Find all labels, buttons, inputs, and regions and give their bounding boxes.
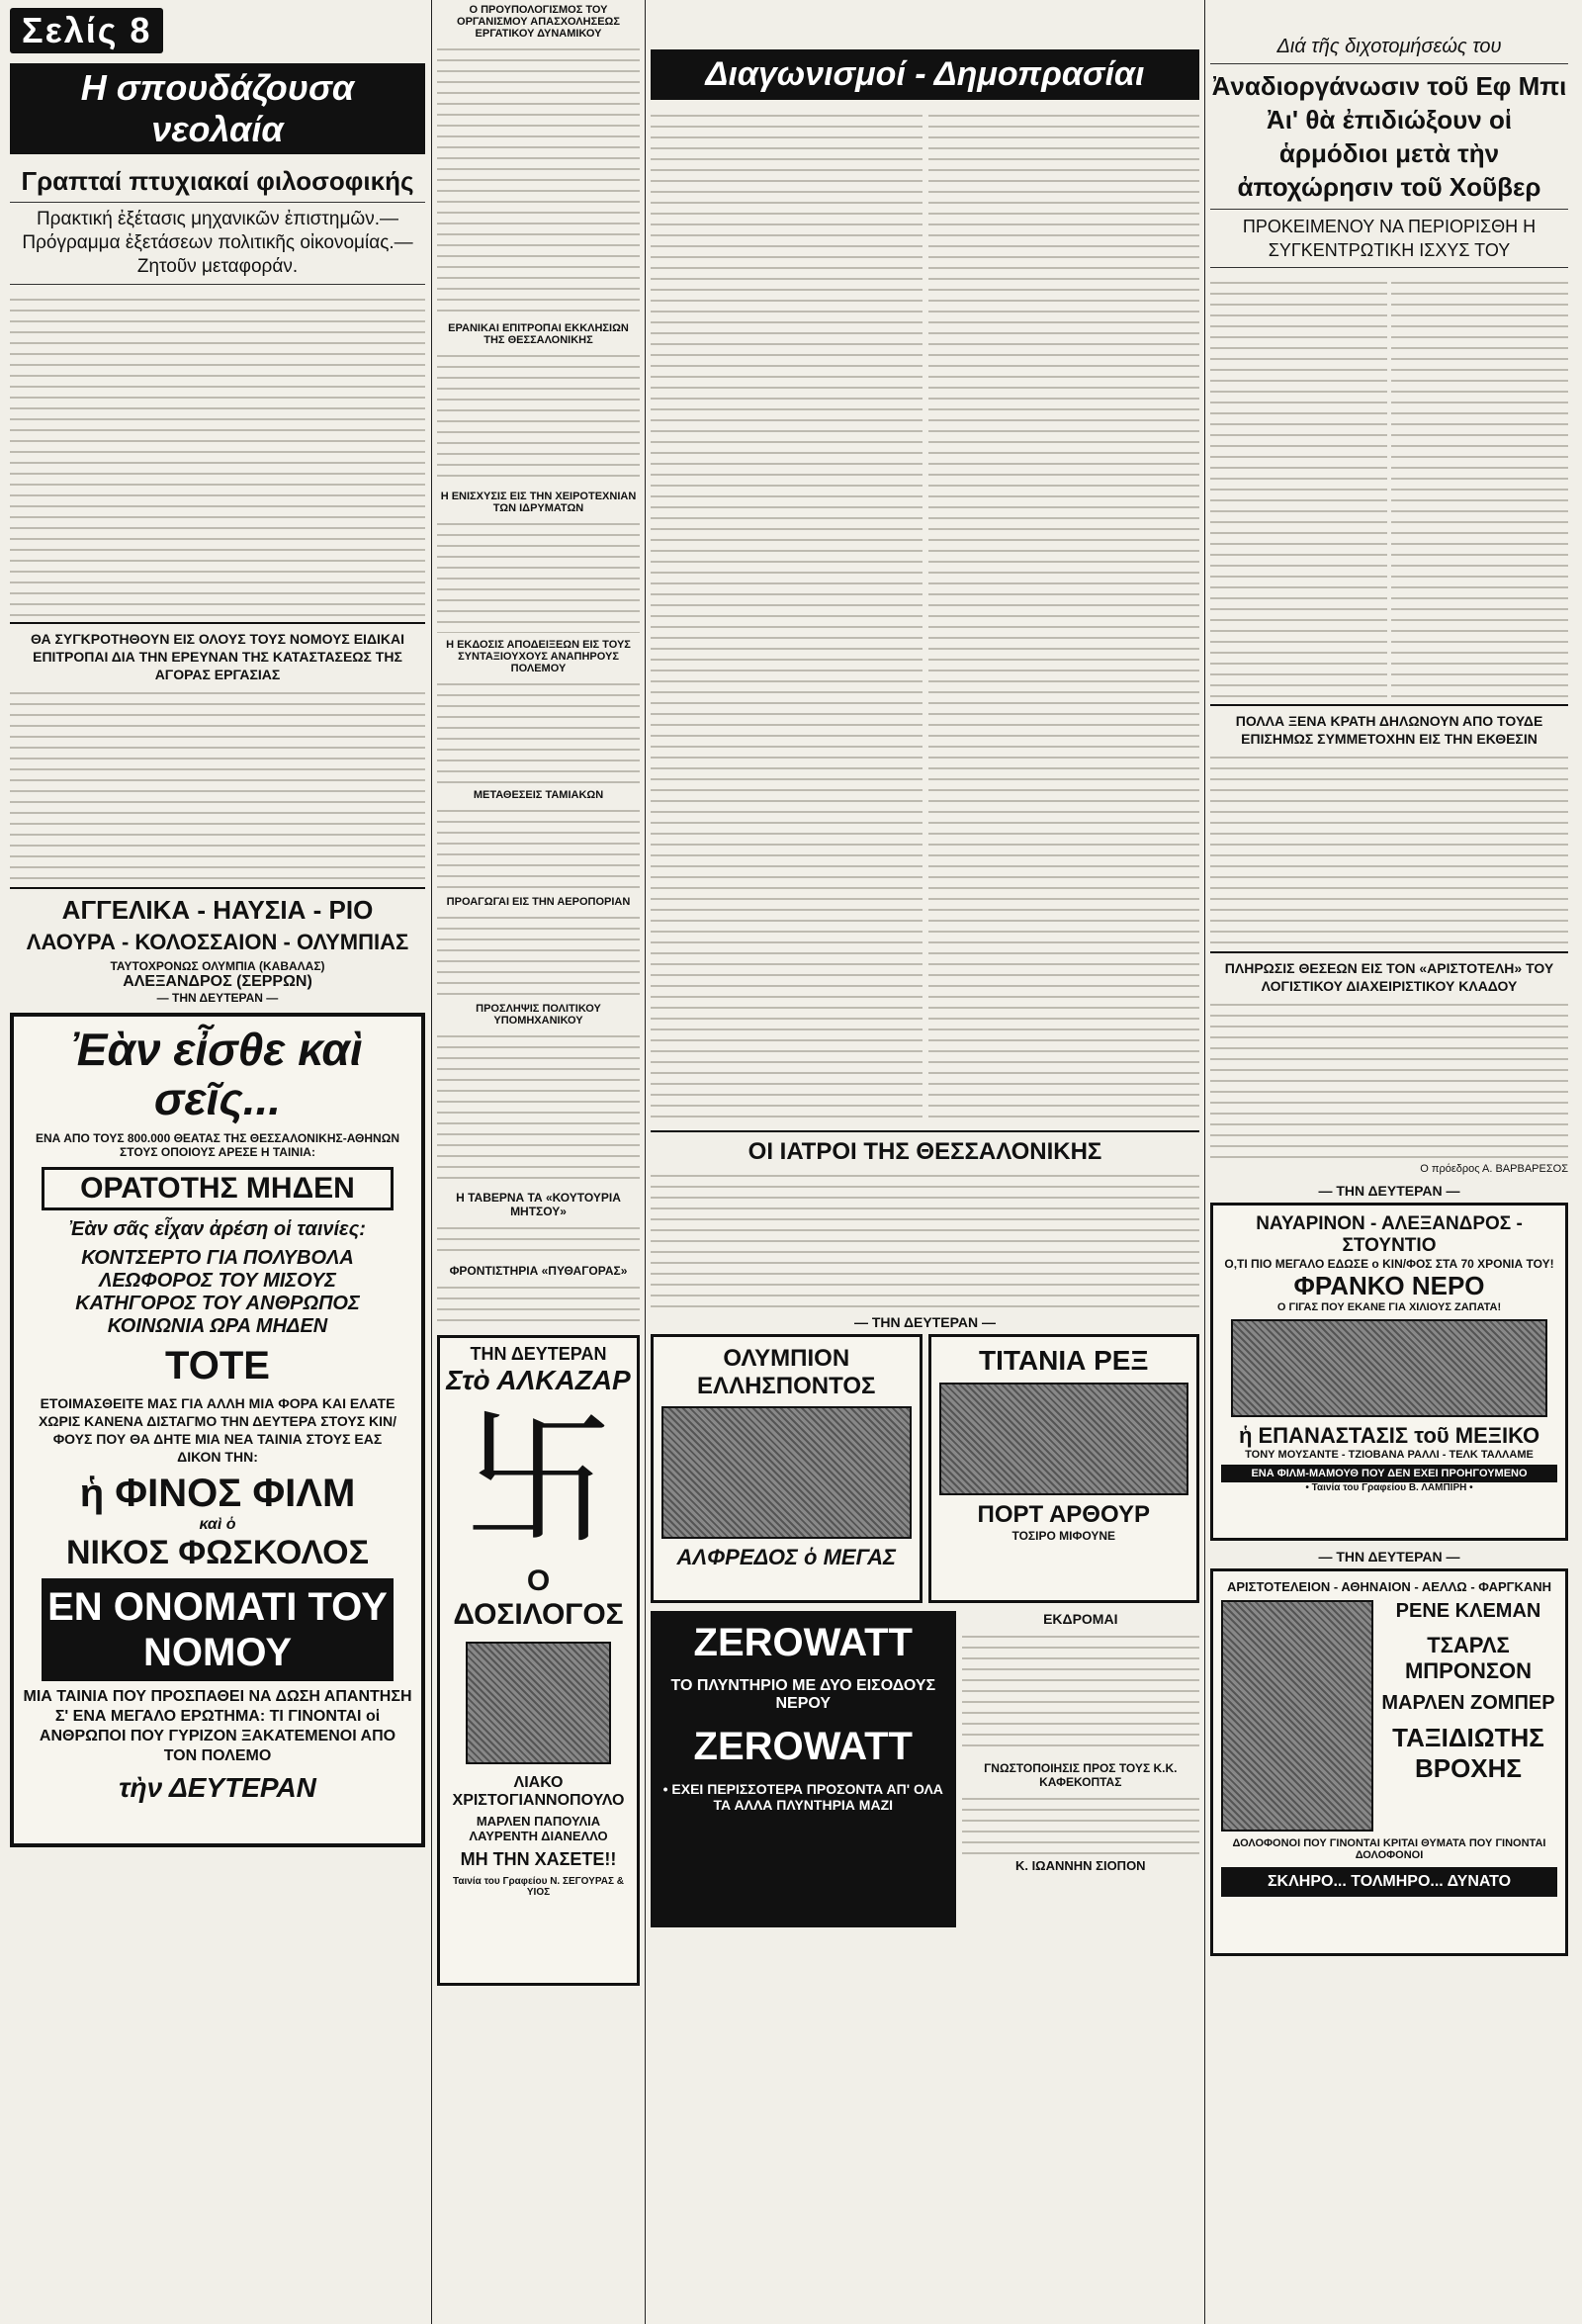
cinema-ad-line: ΑΛΕΞΑΝΔΡΟΣ (ΣΕΡΡΩΝ): [123, 973, 312, 990]
cinema1-title: ΝΑΥΑΡΙΝΟΝ - ΑΛΕΞΑΝΔΡΟΣ - ΣΤΟΥΝΤΙΟ: [1256, 1213, 1523, 1256]
kicker: Διά τῆς διχοτομήσεώς του: [1276, 36, 1502, 57]
doctors-list: [651, 1166, 1199, 1314]
cinema1-label: — ΤΗΝ ΔΕΥΤΕΡΑΝ —: [1318, 1183, 1460, 1199]
article-headline: ΠΡΟΣΛΗΨΙΣ ΠΟΛΙΤΙΚΟΥ ΥΠΟΜΗΧΑΝΙΚΟΥ: [476, 1003, 601, 1027]
cinema1-foot: • Ταινία του Γραφείου Β. ΛΑΜΠΙΡΗ •: [1305, 1482, 1473, 1493]
article-headline-3: ΠΛΗΡΩΣΙΣ ΘΕΣΕΩΝ ΕΙΣ ΤΟΝ «ΑΡΙΣΤΟΤΕΛΗ» ΤΟΥ ΛΟΓΙΣΤΙΚΟΥ ΔΙΑΧΕΙΡΙΣΤΙΚΟΥ ΚΛΑΔΟΥ: [1224, 960, 1554, 994]
cinema-ad-right: [928, 1334, 1200, 1603]
article-headline: ΜΕΤΑΘΕΣΕΙΣ ΤΑΜΙΑΚΩΝ: [473, 789, 604, 801]
cinema1-ad: [1210, 1203, 1568, 1541]
article-headline: Η ΕΚΔΟΣΙΣ ΑΠΟΔΕΙΞΕΩΝ ΕΙΣ ΤΟΥΣ ΣΥΝΤΑΞΙΟΥΧΟΥΣ ΑΝΑΠΗΡΟΥΣ ΠΟΛΕΜΟΥ: [446, 639, 631, 674]
film-title: ΕΝ ΟΝΟΜΑΤΙ ΤΟΥ ΝΟΜΟΥ: [42, 1578, 394, 1681]
cinema2-foot: ΣΚΛΗΡΟ... ΤΟΛΜΗΡΟ... ΔΥΝΑΤΟ: [1221, 1867, 1557, 1897]
auction-notices-col: [928, 106, 1200, 1124]
film-list-item: ΛΕΩΦΟΡΟΣ ΤΟΥ ΜΙΣΟΥΣ: [99, 1270, 336, 1292]
zerowatt-tagline: ΤΟ ΠΛΥΝΤΗΡΙΟ ΜΕ ΔΥΟ ΕΙΣΟΔΟΥΣ ΝΕΡΟΥ: [670, 1677, 936, 1712]
headline: Γραπταί πτυχιακαί φιλοσοφικής: [21, 166, 414, 196]
signature: Ο πρόεδρος Α. ΒΑΡΒΑΡΕΣΟΣ: [1420, 1163, 1568, 1175]
cinema1-cast: ΤΟΝΥ ΜΟΥΣΑΝΤΕ - ΤΖΙΟΒΑΝΑ ΡΑΛΛΙ - ΤΕΛΚ ΤΑΛΛΑΜΕ: [1245, 1449, 1534, 1461]
article-body: [437, 801, 640, 890]
article-body: [437, 1027, 640, 1185]
cinema1-film: ΦΡΑΝΚΟ ΝΕΡΟ: [1293, 1271, 1485, 1300]
cinema-ad-line: — ΤΗΝ ΔΕΥΤΕΡΑΝ —: [156, 991, 279, 1005]
cinema2-film: ΤΑΞΙΔΙΩΤΗΣ ΒΡΟΧΗΣ: [1392, 1723, 1544, 1783]
article-headline-2: ΠΟΛΛΑ ΞΕΝΑ ΚΡΑΤΗ ΔΗΛΩΝΟΥΝ ΑΠΟ ΤΟΥΔΕ ΕΠΙΣΗΜΩΣ ΣΥΜΜΕΤΟΧΗΝ ΕΙΣ ΤΗΝ ΕΚΘΕΣΙΝ: [1235, 713, 1543, 747]
notice-name: Κ. ΙΩΑΝΝΗΝ ΣΙΟΠΟΝ: [1014, 1858, 1146, 1873]
film-title: ΠΟΡΤ ΑΡΘΟΥΡ: [977, 1501, 1150, 1528]
film-actor: ΝΙΚΟΣ ΦΩΣΚΟΛΟΣ: [66, 1534, 369, 1571]
alkazar-ad: [437, 1335, 640, 1986]
auctions-banner: Διαγωνισμοί - Δημοπρασίαι: [651, 49, 1199, 100]
ekdromai-body: [962, 1627, 1199, 1755]
cinema1-film-title: ἡ ΕΠΑΝΑΣΤΑΣΙΣ τοῦ ΜΕΞΙΚΟ: [1238, 1423, 1540, 1448]
alkazar-actor: ΛΙΑΚΟ ΧΡΙΣΤΟΓΙΑΝΝΟΠΟΥΛΟ: [452, 1774, 625, 1809]
zerowatt-brand: ZEROWATT: [693, 1621, 913, 1664]
film-ad: [10, 1013, 425, 1847]
cinema1-tag: Ο,ΤΙ ΠΙΟ ΜΕΓΑΛΟ ΕΔΩΣΕ ο ΚΙΝ/ΦΟΣ ΣΤΑ 70 ΧΡΟΝΙΑ ΤΟΥ!: [1224, 1257, 1554, 1271]
notice-body: [962, 1789, 1199, 1858]
cinema-title: ΟΛΥΜΠΙΟΝ ΕΛΛΗΣΠΟΝΤΟΣ: [697, 1345, 876, 1399]
ad-body: [437, 1218, 640, 1258]
article-body: [437, 40, 640, 316]
film-list-item: ΚΑΤΗΓΟΡΟΣ ΤΟΥ ΑΝΘΡΩΠΟΣ: [75, 1293, 360, 1314]
monday-label: — ΤΗΝ ΔΕΥΤΕΡΑΝ —: [853, 1314, 997, 1330]
column-5: [1210, 0, 1568, 2324]
ekdromai-title: ΕΚΔΡΟΜΑΙ: [1043, 1611, 1118, 1627]
alkazar-cast: ΜΑΡΛΕΝ ΠΑΠΟΥΛΙΑ ΛΑΥΡΕΝΤΗ ΔΙΑΝΕΛΛΟ: [469, 1814, 608, 1843]
subhead: Πρακτική ἐξέτασις μηχανικῶν ἐπιστημῶν.— Πρόγραμμα ἐξετάσεων πολιτικῆς οἰκονομίας.— Ζητοῦν μεταφοράν.: [22, 209, 413, 277]
film-poster: [1221, 1600, 1373, 1832]
article-headline: ΕΡΑΝΙΚΑΙ ΕΠΙΤΡΟΠΑΙ ΕΚΚΛΗΣΙΩΝ ΤΗΣ ΘΕΣΣΑΛΟΝΙΚΗΣ: [448, 322, 629, 346]
article-headline: ΠΡΟΑΓΩΓΑΙ ΕΙΣ ΤΗΝ ΑΕΡΟΠΟΡΙΑΝ: [446, 896, 631, 908]
cinema2-star: ΜΑΡΛΕΝ ΖΟΜΠΕΡ: [1381, 1692, 1555, 1714]
film-ad-text: ΕΝΑ ΑΠΟ ΤΟΥΣ 800.000 ΘΕΑΤΑΣ ΤΗΣ ΘΕΣΣΑΛΟΝΙΚΗΣ-ΑΘΗΝΩΝ ΣΤΟΥΣ ΟΠΟΙΟΥΣ ΑΡΕΣΕ Η ΤΑΙΝΙΑ:: [35, 1131, 399, 1159]
alkazar-foot: Ταινία του Γραφείου Ν. ΣΕΓΟΥΡΑΣ & ΥΙΟΣ: [453, 1876, 624, 1898]
headline: Ἀναδιοργάνωσιν τοῦ Εφ Μπι Ἀι' θὰ ἐπιδιώξουν οἱ ἁρμόδιοι μετὰ τὴν ἀποχώρησιν τοῦ Χοῦβερ: [1211, 71, 1567, 202]
alkazar-tagline: ΜΗ ΤΗΝ ΧΑΣΕΤΕ!!: [460, 1849, 617, 1869]
cinema2-tag: ΔΟΛΟΦΟΝΟΙ ΠΟΥ ΓΙΝΟΝΤΑΙ ΚΡΙΤΑΙ ΘΥΜΑΤΑ ΠΟΥ ΓΙΝΟΝΤΑΙ ΔΟΛΟΦΟΝΟΙ: [1232, 1837, 1546, 1861]
zerowatt-ad: [651, 1611, 956, 1927]
ad-taverna: Η ΤΑΒΕΡΝΑ ΤΑ «ΚΟΥΤΟΥΡΙΑ ΜΗΤΣΟΥ»: [456, 1191, 621, 1218]
cinema-title: ΤΙΤΑΝΙΑ ΡΕΞ: [979, 1345, 1149, 1376]
article-body-2: [1210, 748, 1568, 945]
article-body: [1210, 273, 1387, 698]
film-ad-text: ΕΤΟΙΜΑΣΘΕΙΤΕ ΜΑΣ ΓΙΑ ΑΛΛΗ ΜΙΑ ΦΟΡΑ ΚΑΙ ΕΛΑΤΕ ΧΩΡΙΣ ΚΑΝΕΝΑ ΔΙΣΤΑΓΜΟ ΤΗΝ ΔΕΥΤΕΡΑ ΣΤΟΥΣ ΚΙΝ/ΦΟΥΣ ΠΟΥ ΘΑ ΔΗΤΕ ΜΙΑ ΝΕΑ ΤΑΙΝΙΑ ΣΤΟΥΣ ΕΑΣ ΔΙΚΟΝ ΤΗΝ:: [38, 1395, 397, 1465]
alkazar-cinema: Στὸ ΑΛΚΑΖΑΡ: [446, 1365, 631, 1395]
column-1: [10, 0, 425, 2324]
column-2: [437, 0, 640, 2324]
cinema2-label: — ΤΗΝ ΔΕΥΤΕΡΑΝ —: [1318, 1549, 1460, 1564]
cinema2-title: ΑΡΙΣΤΟΤΕΛΕΙΟΝ - ΑΘΗΝΑΙΟΝ - ΑΕΛΛΩ - ΦΑΡΓΚΑΝΗ: [1226, 1579, 1552, 1594]
subhead: ΠΡΟΚΕΙΜΕΝΟΥ ΝΑ ΠΕΡΙΟΡΙΣΘΗ Η ΣΥΓΚΕΝΤΡΩΤΙΚΗ ΙΣΧΥΣ ΤΟΥ: [1242, 217, 1537, 260]
doctors-title: ΟΙ ΙΑΤΡΟΙ ΤΗΣ ΘΕΣΣΑΛΟΝΙΚΗΣ: [747, 1138, 1102, 1165]
swastika-icon: 卐: [464, 1394, 613, 1566]
film-list-item: ΚΟΙΝΩΝΙΑ ΩΡΑ ΜΗΔΕΝ: [107, 1315, 328, 1337]
film-poster: [1231, 1319, 1547, 1417]
ad-body: [437, 1278, 640, 1327]
cinema1-film-sub: Ο ΓΙΓΑΣ ΠΟΥ ΕΚΑΝΕ ΓΙΑ ΧΙΛΙΟΥΣ ΖΑΠΑΤΑ!: [1276, 1301, 1502, 1313]
article-headline: Η ΕΝΙΣΧΥΣΙΣ ΕΙΣ ΤΗΝ ΧΕΙΡΟΤΕΧΝΙΑΝ ΤΩΝ ΙΔΡΥΜΑΤΩΝ: [440, 491, 637, 514]
article-body: [437, 908, 640, 997]
page-label: Σελίς 8: [10, 8, 163, 53]
cinema-ad: [10, 895, 425, 1005]
actor-photo: [466, 1642, 611, 1764]
film-ad-title: ΟΡΑΤΟΤΗΣ ΜΗΔΕΝ: [42, 1167, 394, 1210]
film-ad-hook: Ἐὰν εἶσθε καὶ σεῖς...: [72, 1024, 363, 1124]
film-poster: [661, 1406, 912, 1539]
ad-pythagoras: ΦΡΟΝΤΙΣΤΗΡΙΑ «ΠΥΘΑΓΟΡΑΣ»: [449, 1264, 628, 1278]
article-body-3: [1210, 995, 1568, 1163]
zerowatt-brand: ZEROWATT: [693, 1725, 913, 1768]
alkazar-date: ΤΗΝ ΔΕΥΤΕΡΑΝ: [470, 1344, 607, 1364]
film-ad-tote: ΤΟΤΕ: [165, 1344, 270, 1387]
notice-title: ΓΝΩΣΤΟΠΟΙΗΣΙΣ ΠΡΟΣ ΤΟΥΣ Κ.Κ. ΚΑΦΕΚΟΠΤΑΣ: [984, 1761, 1178, 1789]
section-banner: Η σπουδάζουσα νεολαία: [10, 63, 425, 154]
cinema-ad-left: [651, 1334, 923, 1603]
zerowatt-tagline: • ΕΧΕΙ ΠΕΡΙΣΣΟΤΕΡΑ ΠΡΟΣΟΝΤΑ ΑΠ' ΟΛΑ ΤΑ ΑΛΛΑ ΠΛΥΝΤΗΡΙΑ ΜΑΖΙ: [662, 1781, 943, 1813]
cinema-ad-line: ΤΑΥΤΟΧΡΟΝΩΣ ΟΛΥΜΠΙΑ (ΚΑΒΑΛΑΣ): [110, 959, 325, 973]
film-title: ΑΛΦΡΕΔΟΣ ὁ ΜΕΓΑΣ: [676, 1545, 896, 1569]
cinema-ad-title-2: ΛΑΟΥΡΑ - ΚΟΛΟΣΣΑΙΟΝ - ΟΛΥΜΠΙΑΣ: [26, 930, 409, 954]
column-3-4: [651, 0, 1199, 2324]
article-body-2: [10, 683, 425, 881]
auction-notices-col: [651, 106, 923, 1124]
film-list: [22, 1247, 413, 1338]
film-studio: ἡ ΦΙΝΟΣ ΦΙΛΜ: [79, 1472, 356, 1515]
cinema-ad-title: ΑΓΓΕΛΙΚΑ - ΗΑΥΣΙΑ - ΡΙΟ: [61, 895, 374, 925]
cinema2-ad: [1210, 1568, 1568, 1956]
cinema1-tag2: ΕΝΑ ΦΙΛΜ-ΜΑΜΟΥΘ ΠΟΥ ΔΕΝ ΕΧΕΙ ΠΡΟΗΓΟΥΜΕΝΟ: [1221, 1465, 1557, 1482]
film-ad-date: τὴν ΔΕΥΤΕΡΑΝ: [119, 1772, 316, 1803]
film-star: ΤΟΣΙΡΟ ΜΙΦΟΥΝΕ: [1011, 1529, 1115, 1543]
film-poster: [939, 1383, 1189, 1495]
article-body: [10, 290, 425, 616]
film-ad-tagline: ΜΙΑ ΤΑΙΝΙΑ ΠΟΥ ΠΡΟΣΠΑΘΕΙ ΝΑ ΔΩΣΗ ΑΠΑΝΤΗΣΗ Σ' ΕΝΑ ΜΕΓΑΛΟ ΕΡΩΤΗΜΑ: ΤΙ ΓΙΝΟΝΤΑΙ οἱ ΑΝΘΡΩΠΟΙ ΠΟΥ ΓΥΡΙΖΟΝ ΞΑΚΑΤΕΜΕΝΟΙ ΑΠΟ ΤΟΝ ΠΟΛΕΜΟ: [23, 1688, 412, 1764]
film-ad-text: Ἐὰν σᾶς εἶχαν ἀρέση οἱ ταινίες:: [69, 1218, 366, 1240]
article-headline-2: ΘΑ ΣΥΓΚΡΟΤΗΘΟΥΝ ΕΙΣ ΟΛΟΥΣ ΤΟΥΣ ΝΟΜΟΥΣ ΕΙΔΙΚΑΙ ΕΠΙΤΡΟΠΑΙ ΔΙΑ ΤΗΝ ΕΡΕΥΝΑΝ ΤΗΣ ΚΑΤΑΣΤΑΣΕΩΣ ΤΗΣ ΑΓΟΡΑΣ ΕΡΓΑΣΙΑΣ: [30, 631, 405, 682]
article-headline: Ο ΠΡΟΥΠΟΛΟΓΙΣΜΟΣ ΤΟΥ ΟΡΓΑΝΙΣΜΟΥ ΑΠΑΣΧΟΛΗΣΕΩΣ ΕΡΓΑΤΙΚΟΥ ΔΥΝΑΜΙΚΟΥ: [457, 4, 620, 40]
film-list-item: ΚΟΝΤΣΕΡΤΟ ΓΙΑ ΠΟΛΥΒΟΛΑ: [81, 1247, 354, 1269]
article-body: [1391, 273, 1568, 698]
article-body: [437, 514, 640, 633]
cinema2-star: ΤΣΑΡΛΣ ΜΠΡΟΝΣΟΝ: [1404, 1633, 1533, 1683]
alkazar-film: Ο ΔΟΣΙΛΟΓΟΣ: [453, 1564, 624, 1631]
film-ad-text: καὶ ὁ: [199, 1516, 236, 1533]
article-body: [437, 674, 640, 783]
cinema2-director: ΡΕΝΕ ΚΛΕΜΑΝ: [1395, 1600, 1541, 1622]
article-body: [437, 346, 640, 485]
